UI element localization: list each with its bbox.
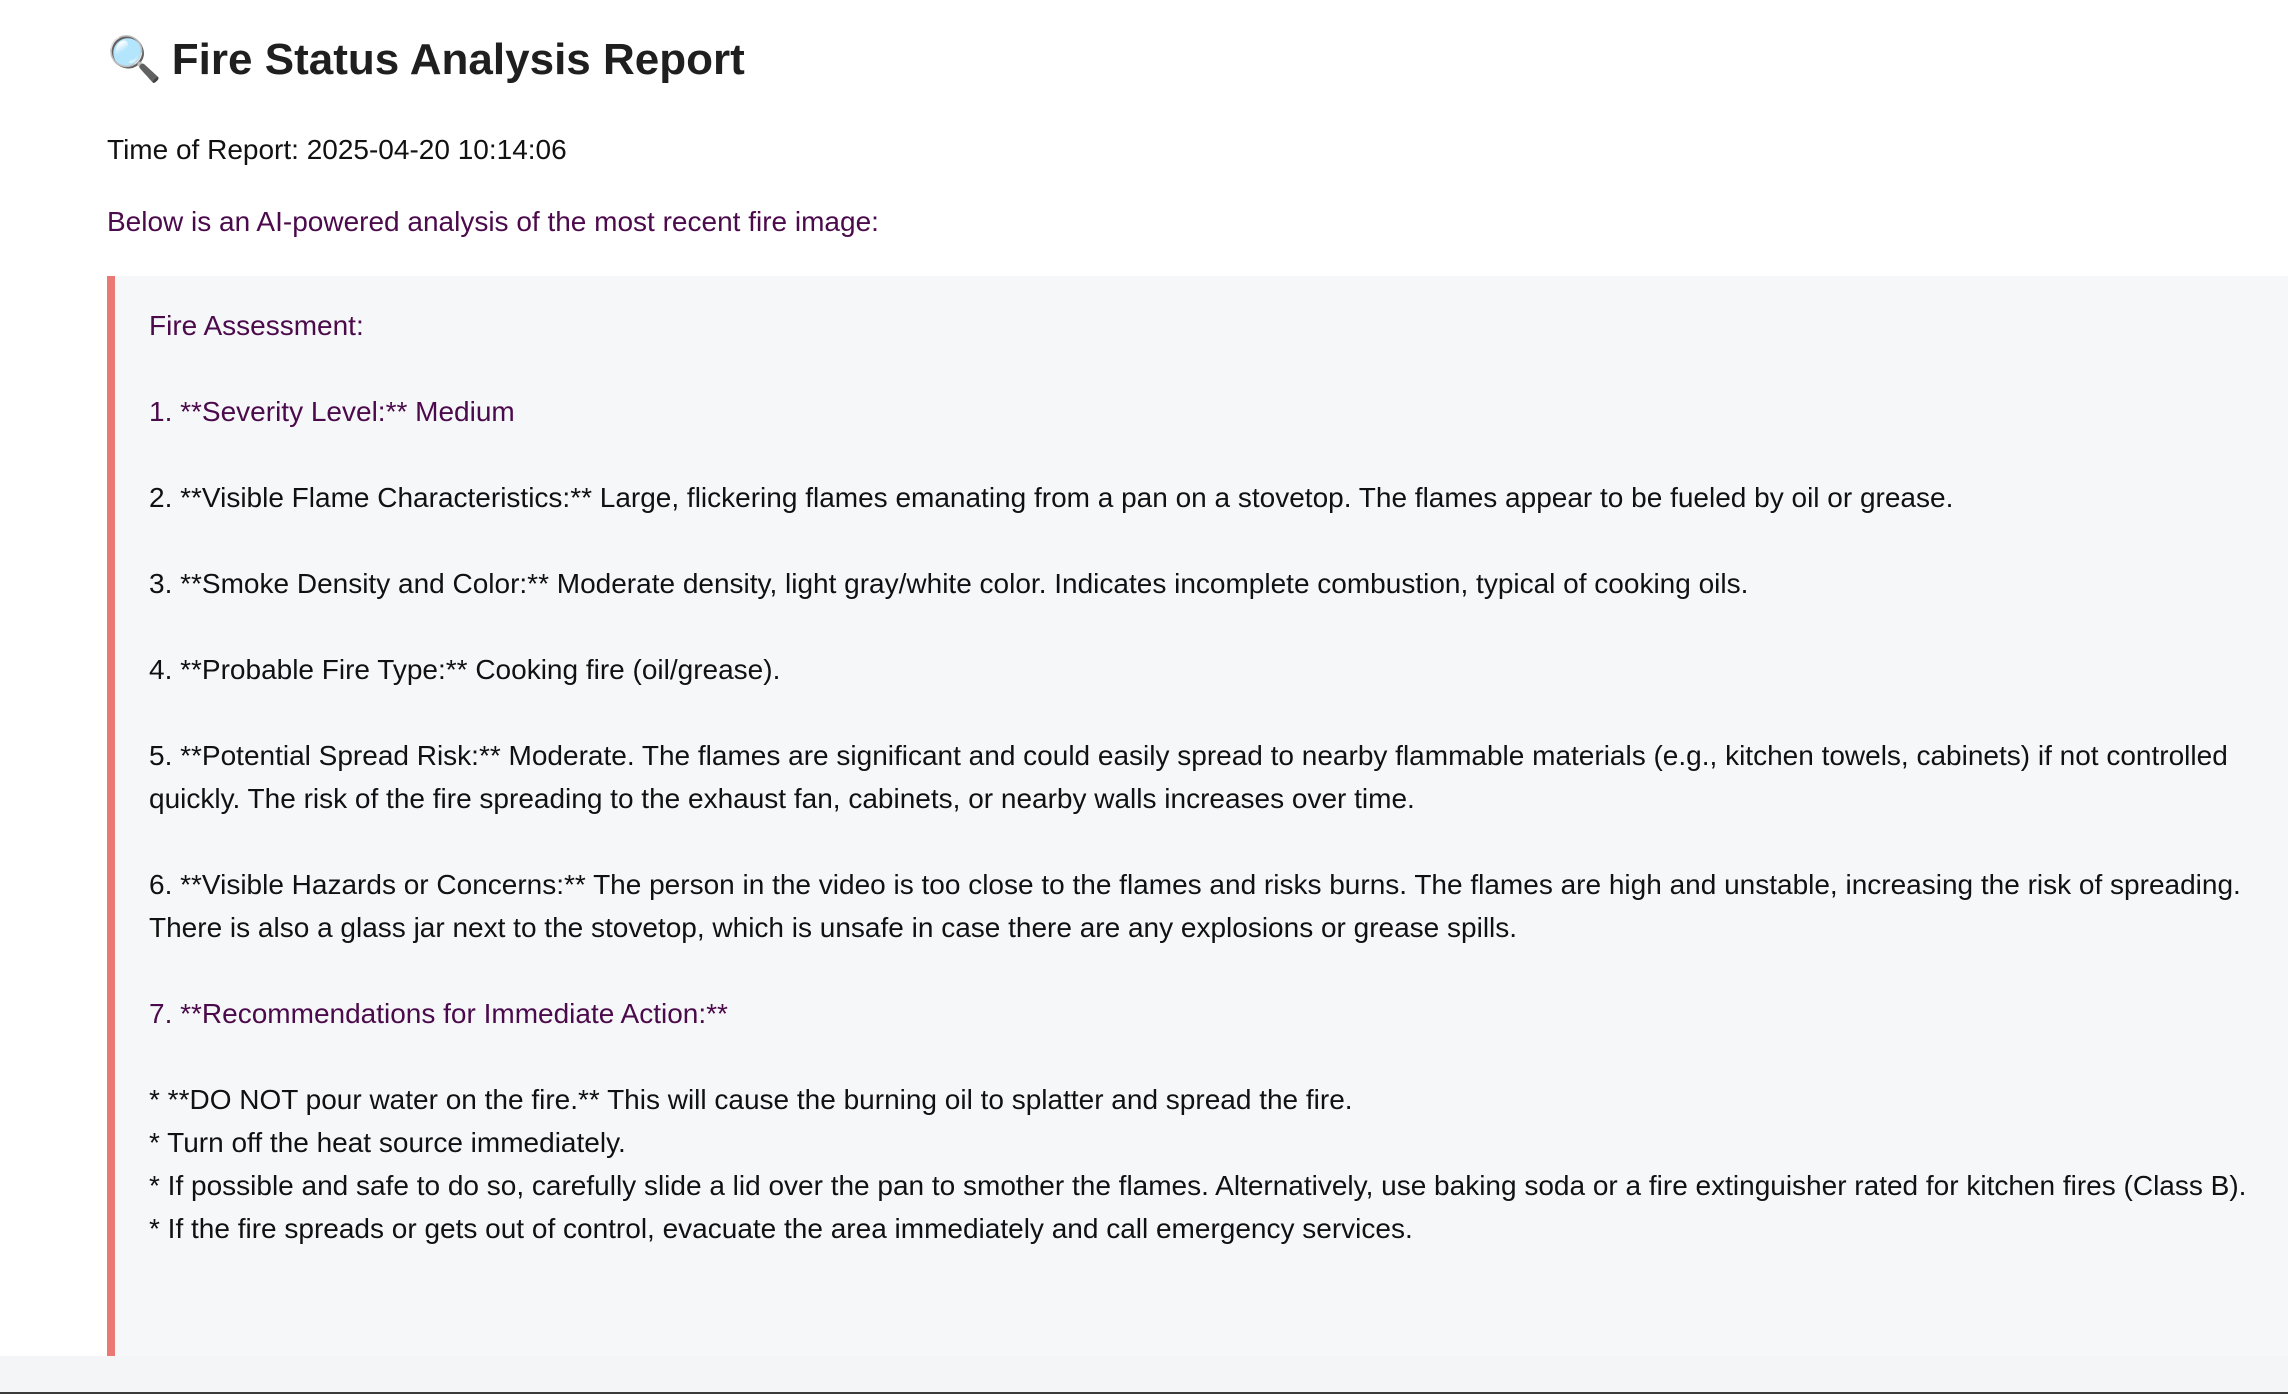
assessment-heading: Fire Assessment: <box>149 310 364 341</box>
page-title <box>107 28 745 92</box>
report-intro: Below is an AI-powered analysis of the most recent fire image: <box>107 206 879 237</box>
recommendation-item: * If the fire spreads or gets out of control, evacuate the area immediately and call emergency services. <box>149 1213 1413 1244</box>
page-title-text: Fire Status Analysis Report <box>171 35 745 84</box>
recommendation-item: * **DO NOT pour water on the fire.** This will cause the burning oil to splatter and spread the fire. <box>149 1084 1353 1115</box>
probable-fire-type: 4. **Probable Fire Type:** Cooking fire (oil/grease). <box>149 654 781 685</box>
smoke-density: 3. **Smoke Density and Color:** Moderate density, light gray/white color. Indicates incomplete combustion, typical of cooking oils. <box>149 568 1749 599</box>
recommendation-item: * Turn off the heat source immediately. <box>149 1127 626 1158</box>
severity-level: 1. **Severity Level:** Medium <box>149 396 515 427</box>
flame-characteristics: 2. **Visible Flame Characteristics:** Large, flickering flames emanating from a pan on a stovetop. The flames appear to be fueled by oil or grease. <box>149 482 1954 513</box>
recommendations-list <box>149 1078 2269 1250</box>
spread-risk: 5. **Potential Spread Risk:** Moderate. The flames are significant and could easily spread to nearby flammable materials (e.g., kitchen towels, cabinets) if not controlled quickly. The risk of the fire spreading to the exhaust fan, cabinets, or nearby walls increases over time. <box>149 740 2228 814</box>
bottom-strip <box>0 1356 2288 1392</box>
assessment-content <box>149 304 2269 1250</box>
recommendation-item: * If possible and safe to do so, carefully slide a lid over the pan to smother the flames. Alternatively, use baking soda or a fire extinguisher rated for kitchen fires (Class B). <box>149 1170 2247 1201</box>
assessment-panel <box>107 276 2288 1356</box>
magnifying-glass-icon: 🔍 <box>107 35 162 84</box>
report-timestamp: Time of Report: 2025-04-20 10:14:06 <box>107 134 567 165</box>
visible-hazards: 6. **Visible Hazards or Concerns:** The person in the video is too close to the flames and risks burns. The flames are high and unstable, increasing the risk of spreading. There is also a glass jar next to the stovetop, which is unsafe in case there are any explosions or grease spills. <box>149 869 2241 943</box>
recommendations-heading: 7. **Recommendations for Immediate Action:** <box>149 998 728 1029</box>
